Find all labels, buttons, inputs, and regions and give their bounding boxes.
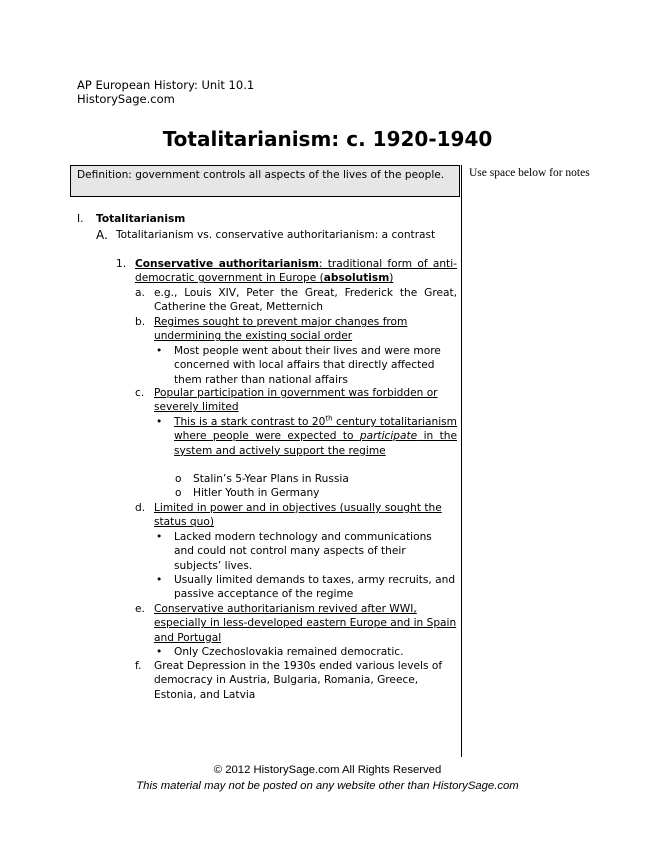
bullet-icon: • [156,574,163,586]
outline-marker: 1. [116,258,127,270]
sub-bullet-text: Stalin’s 5-Year Plans in Russia [193,473,349,485]
sub-bullet-text: Hitler Youth in Germany [193,487,320,499]
sub-bullet-icon: o [175,487,182,499]
bullet-text: This is a stark contrast to 20th century totalitarianism where people were expected to participate in the system and actively support the regime [174,414,457,457]
outline-marker: I. [77,213,84,225]
subsection-heading: Totalitarianism vs. conservative authoritarianism: a contrast [116,229,436,241]
bullet-icon: • [156,345,163,357]
outline-marker: e. [135,603,145,615]
outline-marker: A. [96,228,108,242]
bullet-text: Lacked modern technology and communications and could not control many aspects of their subjects’ lives. [174,531,432,572]
course-label: AP European History: Unit 10.1 [77,78,255,92]
document-header [77,78,254,106]
item-regimes: Regimes sought to prevent major changes from undermining the existing social order [154,316,408,343]
outline-marker: a. [135,287,145,299]
usage-notice: This material may not be posted on any website other than HistorySage.com [136,780,519,792]
notes-label: Use space below for notes [469,167,590,179]
item-participation: Popular participation in government was forbidden or severely limited [154,387,438,414]
outline-marker: f. [135,660,142,672]
notes-divider [461,165,462,757]
section-heading: Totalitarianism [96,213,186,225]
outline-marker: b. [135,316,146,328]
bullet-icon: • [156,646,163,658]
outline-marker: d. [135,502,146,514]
site-label: HistorySage.com [77,92,175,106]
item-limited-power: Limited in power and in objectives (usually sought the status quo) [154,502,442,529]
bullet-text: Usually limited demands to taxes, army recruits, and passive acceptance of the regime [174,574,456,601]
outline-marker: c. [135,387,145,399]
bullet-icon: • [156,416,163,428]
copyright: © 2012 HistorySage.com All Rights Reserved [213,764,442,776]
definition-box: Definition: government controls all aspects of the lives of the people. [70,165,460,197]
item-examples: e.g., Louis XIV, Peter the Great, Frederick the Great, Catherine the Great, Metternich [154,287,457,314]
bullet-text: Most people went about their lives and were more concerned with local affairs that directly affected them rather than national affairs [174,345,441,386]
bullet-icon: • [156,531,163,543]
item-great-depression: Great Depression in the 1930s ended various levels of democracy in Austria, Bulgaria, Romania, Greece, Estonia, and Latvia [154,660,443,701]
page-title: Totalitarianism: c. 1920-1940 [162,127,493,151]
item-revival: Conservative authoritarianism revived after WWI, especially in less-developed eastern Europe and in Spain and Portugal [154,603,457,644]
item-conservative-authoritarianism: Conservative authoritarianism: traditional form of anti-democratic government in Europe (absolutism) [135,258,457,285]
bullet-text: Only Czechoslovakia remained democratic. [174,646,404,658]
sub-bullet-icon: o [175,473,182,485]
